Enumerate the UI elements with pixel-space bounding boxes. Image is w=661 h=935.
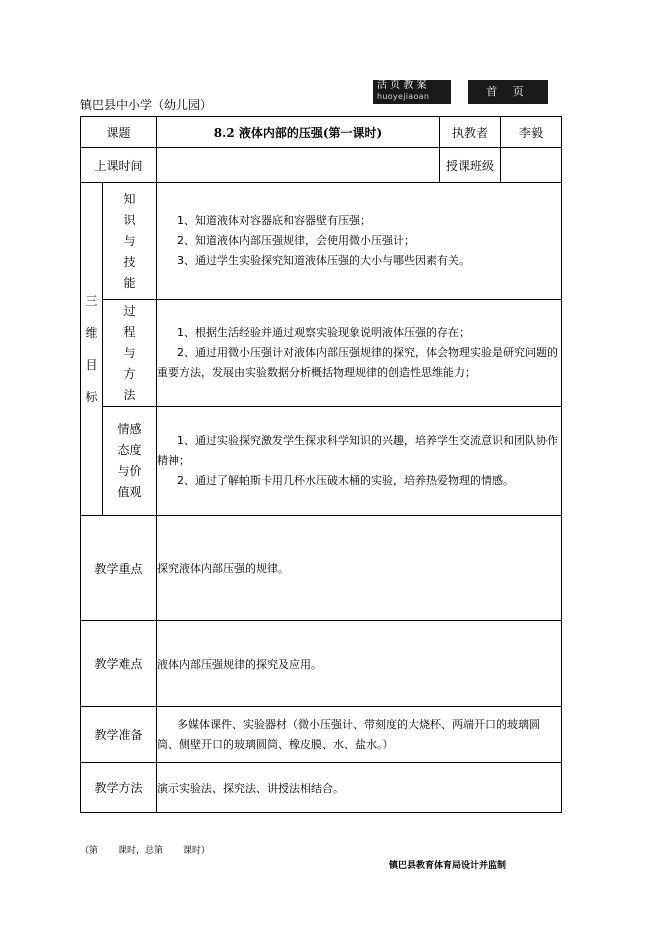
goal-item: 1、知道液体对容器底和容器壁有压强； — [177, 214, 372, 227]
preparation-content — [157, 707, 562, 763]
knowledge-skills-content — [157, 183, 562, 300]
topic-label: 课题 — [81, 117, 157, 148]
lesson-plan-stamp — [373, 80, 451, 104]
label-line: 情感 — [117, 422, 142, 436]
method-value: 演示实验法、探究法、讲授法相结合。 — [157, 763, 562, 813]
knowledge-row — [81, 183, 562, 300]
difficulty-row — [81, 621, 562, 707]
difficulty-label: 教学难点 — [81, 621, 157, 707]
teacher-label: 执教者 — [440, 117, 501, 148]
home-page-label: 首 页 — [468, 80, 548, 104]
class-value — [501, 148, 562, 183]
goal-item: 1、根据生活经验并通过观察实验现象说明液体压强的存在； — [177, 326, 471, 339]
goals-label-char: 标 — [85, 390, 98, 404]
method-row — [81, 763, 562, 813]
teacher-value: 李毅 — [501, 117, 562, 148]
goal-item: 2、知道液体内部压强规律，会使用微小压强计； — [177, 234, 416, 247]
goals-label-char: 三 — [85, 294, 98, 308]
process-methods-label — [103, 300, 157, 407]
three-dimension-goals-label — [81, 183, 103, 516]
preparation-label: 教学准备 — [81, 707, 157, 763]
label-char: 知 — [123, 191, 136, 206]
topic-row — [81, 117, 562, 148]
period-count-line: （第 课时，总第 课时） — [80, 846, 211, 856]
label-char: 与 — [123, 233, 136, 248]
stamp-subtext: huoyejiaoan — [377, 92, 430, 101]
lesson-plan-table — [80, 116, 562, 813]
goal-item: 2、通过了解帕斯卡用几杯水压破木桶的实验，培养热爱物理的情感。 — [177, 474, 515, 487]
key-points-label: 教学重点 — [81, 516, 157, 621]
label-char: 技 — [123, 254, 136, 269]
preparation-row — [81, 707, 562, 763]
goals-label-char: 维 — [85, 326, 98, 340]
preparation-value: 多媒体课件、实验器材（微小压强计、带刻度的大烧杯、两端开口的玻璃圆筒、侧壁开口的玻璃圆筒、橡皮膜、水、盐水。） — [157, 717, 541, 751]
method-label: 教学方法 — [81, 763, 157, 813]
key-points-row — [81, 516, 562, 621]
goal-item: 3、通过学生实验探究知道液体压强的大小与哪些因素有关。 — [177, 254, 471, 267]
stamp-text: 活 页 教 案 — [377, 80, 427, 91]
attitude-values-content — [157, 407, 562, 516]
process-row — [81, 300, 562, 407]
label-line: 态度 — [117, 443, 142, 457]
supervisor-note: 镇巴县教育体育局设计并监制 — [389, 861, 507, 871]
key-points-value: 探究液体内部压强的规律。 — [157, 516, 562, 621]
knowledge-skills-label — [103, 183, 157, 300]
class-label: 授课班级 — [440, 148, 501, 183]
difficulty-value: 液体内部压强规律的探究及应用。 — [157, 621, 562, 707]
time-label: 上课时间 — [81, 148, 157, 183]
process-methods-content — [157, 300, 562, 407]
goal-item: 2、通过用微小压强计对液体内部压强规律的探究，体会物理实验是研究问题的重要方法，发展由实验数据分析概括物理规律的创造性思维能力； — [157, 346, 559, 379]
goal-item: 1、通过实验探究激发学生探求科学知识的兴趣，培养学生交流意识和团队协作精神； — [157, 434, 559, 467]
time-value — [157, 148, 440, 183]
label-char: 与 — [123, 345, 136, 360]
label-char: 法 — [123, 387, 136, 402]
school-name: 镇巴县中小学（幼儿园） — [80, 98, 213, 112]
label-char: 程 — [123, 324, 136, 339]
label-line: 与价 — [117, 464, 142, 478]
label-char: 能 — [123, 275, 136, 290]
label-char: 识 — [123, 212, 136, 227]
label-line: 值观 — [117, 485, 142, 499]
goals-label-char: 目 — [85, 358, 98, 372]
topic-value: 8.2 液体内部的压强(第一课时) — [157, 117, 440, 148]
attitude-values-label — [103, 407, 157, 516]
time-row — [81, 148, 562, 183]
label-char: 方 — [123, 366, 136, 381]
label-char: 过 — [123, 303, 136, 318]
attitude-row — [81, 407, 562, 516]
